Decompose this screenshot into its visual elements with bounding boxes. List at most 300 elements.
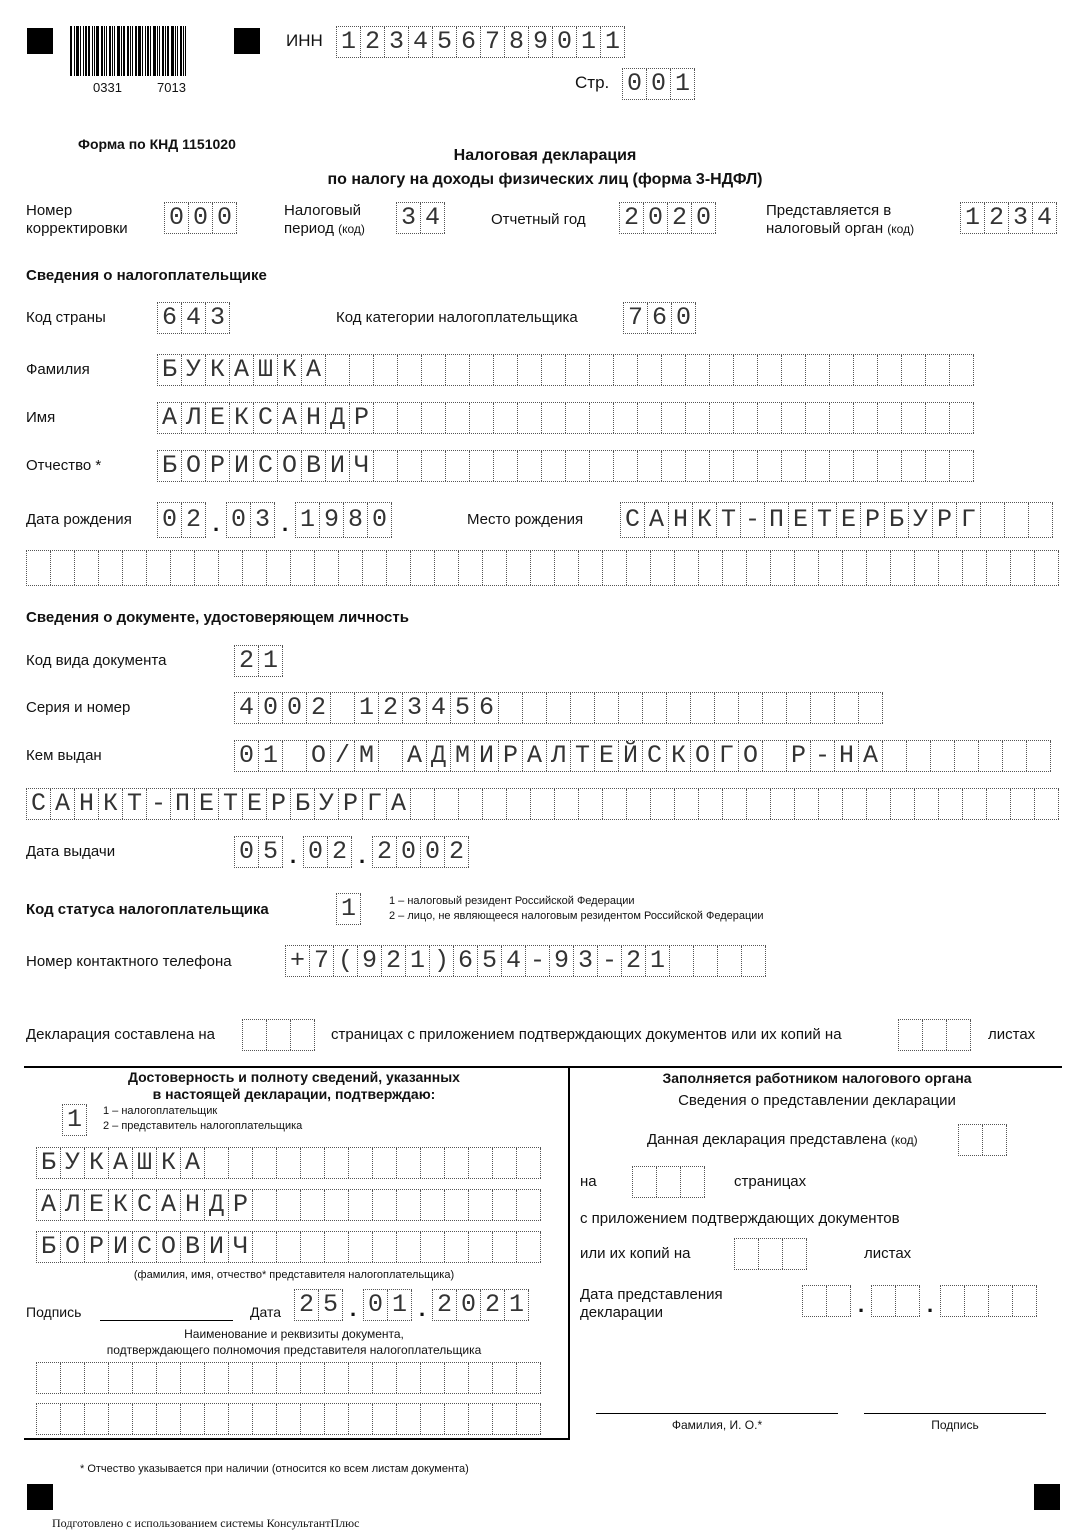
char-cell	[349, 1363, 373, 1393]
char-cell	[469, 1190, 493, 1220]
char-cell	[374, 451, 398, 481]
char-cell: И	[326, 451, 350, 481]
char-cell	[277, 1232, 301, 1262]
char-cell	[349, 1404, 373, 1434]
char-cell	[614, 451, 638, 481]
tax-authority-cells[interactable]	[960, 202, 1057, 234]
char-cell	[747, 551, 771, 585]
inn-cells[interactable]	[336, 26, 625, 58]
char-cell: -	[147, 789, 171, 819]
char-cell	[373, 1363, 397, 1393]
office-sheets-cells[interactable]	[734, 1238, 807, 1270]
char-cell: А	[302, 355, 326, 385]
char-cell: 0	[553, 27, 577, 57]
office-year-cells[interactable]	[940, 1285, 1037, 1317]
char-cell: Р	[787, 741, 811, 771]
char-cell	[638, 451, 662, 481]
char-cell	[253, 1190, 277, 1220]
char-cell: 3	[1009, 203, 1033, 233]
page-number-cells[interactable]	[622, 68, 695, 100]
char-cell	[483, 551, 507, 585]
office-subtitle: Сведения о представлении декларации	[678, 1092, 956, 1109]
char-cell: Н	[835, 741, 859, 771]
representative-patronymic-cells[interactable]	[36, 1231, 541, 1263]
char-cell	[902, 355, 926, 385]
confirm-year-cells[interactable]	[432, 1289, 529, 1321]
char-cell: 1	[505, 1290, 529, 1320]
char-cell	[542, 355, 566, 385]
char-cell: 9	[529, 27, 553, 57]
char-cell	[253, 1148, 277, 1178]
char-cell: Г	[957, 503, 981, 537]
char-cell: 1	[406, 946, 430, 976]
char-cell: 2	[668, 203, 692, 233]
birthplace-continuation-cells[interactable]	[26, 550, 1059, 586]
status-code-cells[interactable]	[336, 893, 361, 925]
char-cell: Ч	[229, 1232, 253, 1262]
phone-cells[interactable]	[285, 945, 766, 977]
document-section-title: Сведения о документе, удостоверяющем личность	[26, 609, 409, 626]
char-cell	[819, 789, 843, 819]
char-cell	[854, 355, 878, 385]
char-cell: Б	[37, 1232, 61, 1262]
status-note-2: 2 – лицо, не являющееся налоговым резидентом Российской Федерации	[389, 910, 764, 922]
char-cell: 1	[355, 693, 379, 723]
char-cell: В	[181, 1232, 205, 1262]
char-cell	[843, 789, 867, 819]
char-cell	[670, 946, 694, 976]
char-cell	[566, 451, 590, 481]
char-cell	[782, 355, 806, 385]
char-cell	[229, 1363, 253, 1393]
char-cell	[147, 551, 171, 585]
char-cell	[939, 551, 963, 585]
office-fio-caption: Фамилия, И. О.*	[671, 1418, 763, 1432]
char-cell	[493, 1232, 517, 1262]
char-cell	[710, 355, 734, 385]
char-cell: Е	[243, 789, 267, 819]
char-cell	[531, 551, 555, 585]
char-cell	[878, 403, 902, 433]
char-cell	[547, 693, 571, 723]
char-cell: 1	[296, 503, 320, 537]
char-cell: Р	[499, 741, 523, 771]
char-cell: 5	[478, 946, 502, 976]
char-cell: 0	[644, 203, 668, 233]
char-cell: С	[133, 1232, 157, 1262]
report-year-cells[interactable]	[619, 202, 716, 234]
barcode-bar	[175, 26, 176, 76]
footer-note: Подготовлено с использованием системы КонсультантПлюс	[52, 1516, 360, 1530]
char-cell	[867, 551, 891, 585]
char-cell	[195, 551, 219, 585]
char-cell	[267, 551, 291, 585]
office-date-label: Дата представления декларации	[580, 1286, 723, 1321]
char-cell	[959, 1125, 983, 1155]
char-cell	[421, 1148, 445, 1178]
char-cell	[566, 355, 590, 385]
char-cell	[811, 693, 835, 723]
issue-month-cells[interactable]	[303, 836, 352, 868]
birth-year-cells[interactable]	[295, 502, 392, 538]
char-cell	[667, 693, 691, 723]
char-cell	[1005, 503, 1029, 537]
char-cell	[686, 355, 710, 385]
barcode-bar	[177, 26, 178, 76]
char-cell	[579, 789, 603, 819]
char-cell	[590, 403, 614, 433]
char-cell	[277, 1190, 301, 1220]
char-cell: О	[182, 451, 206, 481]
issued-by-cells[interactable]	[234, 740, 1051, 772]
char-cell: 0	[421, 837, 445, 867]
char-cell: А	[645, 503, 669, 537]
char-cell	[1027, 741, 1051, 771]
char-cell: О	[739, 741, 763, 771]
country-code-cells[interactable]	[157, 302, 230, 334]
char-cell	[422, 451, 446, 481]
barcode-bar	[94, 26, 95, 76]
char-cell	[758, 355, 782, 385]
char-cell	[902, 403, 926, 433]
authority-doc-cells-2[interactable]	[36, 1403, 541, 1435]
char-cell: 6	[158, 303, 182, 333]
char-cell	[806, 355, 830, 385]
char-cell	[963, 551, 987, 585]
barcode-bar	[167, 26, 169, 76]
char-cell: 3	[397, 203, 421, 233]
char-cell: О	[278, 451, 302, 481]
char-cell	[493, 1404, 517, 1434]
barcode-bar	[80, 26, 81, 76]
char-cell	[1035, 551, 1059, 585]
char-cell: Н	[302, 403, 326, 433]
char-cell: 4	[182, 303, 206, 333]
char-cell	[326, 355, 350, 385]
char-cell: К	[109, 1190, 133, 1220]
char-cell	[517, 1232, 541, 1262]
declaration-pages-cells[interactable]	[242, 1019, 315, 1051]
barcode-bar	[101, 26, 103, 76]
surname-label: Фамилия	[26, 361, 90, 378]
confirm-date-field[interactable]	[294, 1289, 529, 1321]
char-cell: Е	[837, 503, 861, 537]
char-cell: 2	[379, 693, 403, 723]
char-cell: А	[278, 403, 302, 433]
issue-day-cells[interactable]	[234, 836, 283, 868]
birthdate-field[interactable]	[157, 502, 392, 538]
char-cell	[459, 551, 483, 585]
issue-date-field[interactable]	[234, 836, 469, 868]
representative-name-cells[interactable]	[36, 1189, 541, 1221]
presented-code-cells[interactable]	[958, 1124, 1007, 1156]
confirm-option-2: 2 – представитель налогоплательщика	[103, 1120, 303, 1132]
char-cell	[243, 1020, 267, 1050]
char-cell	[926, 403, 950, 433]
authority-doc-cells-1[interactable]	[36, 1362, 541, 1394]
char-cell: Р	[339, 789, 363, 819]
signature-line[interactable]	[100, 1320, 233, 1321]
char-cell	[843, 551, 867, 585]
char-cell	[397, 1404, 421, 1434]
issue-date-label: Дата выдачи	[26, 843, 116, 860]
char-cell: О	[691, 741, 715, 771]
char-cell	[411, 789, 435, 819]
char-cell: 2	[620, 203, 644, 233]
office-signature-line[interactable]	[864, 1413, 1046, 1414]
char-cell	[619, 693, 643, 723]
office-day-cells[interactable]	[802, 1285, 851, 1317]
char-cell	[51, 551, 75, 585]
char-cell	[37, 1404, 61, 1434]
char-cell	[494, 451, 518, 481]
char-cell	[374, 355, 398, 385]
office-pages-label: страницах	[734, 1173, 807, 1190]
office-month-cells[interactable]	[871, 1285, 920, 1317]
char-cell: 5	[451, 693, 475, 723]
char-cell: Е	[195, 789, 219, 819]
first-name-cells[interactable]	[157, 402, 974, 434]
char-cell	[758, 451, 782, 481]
char-cell: Й	[619, 741, 643, 771]
barcode	[70, 26, 188, 76]
barcode-bar	[96, 26, 99, 76]
tax-period-cells[interactable]	[396, 202, 445, 234]
char-cell	[830, 403, 854, 433]
char-cell	[827, 1286, 851, 1316]
char-cell	[627, 789, 651, 819]
confirm-type-cells[interactable]	[62, 1104, 87, 1136]
char-cell	[979, 741, 1003, 771]
date-separator: .	[212, 511, 220, 536]
issue-year-cells[interactable]	[372, 836, 469, 868]
birth-month-cells[interactable]	[226, 502, 275, 538]
char-cell	[435, 789, 459, 819]
confirm-option-1: 1 – налогоплательщик	[103, 1105, 218, 1117]
char-cell: А	[158, 403, 182, 433]
char-cell	[387, 551, 411, 585]
date-label: Дата	[250, 1304, 282, 1320]
char-cell	[955, 741, 979, 771]
category-code-label: Код категории налогоплательщика	[336, 309, 578, 326]
char-cell	[421, 1190, 445, 1220]
char-cell: +	[286, 946, 310, 976]
char-cell	[1011, 551, 1035, 585]
char-cell: Б	[37, 1148, 61, 1178]
char-cell	[470, 451, 494, 481]
footnote: * Отчество указывается при наличии (относится ко всем листам документа)	[80, 1463, 469, 1475]
surname-cells[interactable]	[157, 354, 974, 386]
barcode-bar	[132, 26, 133, 76]
char-cell	[1035, 789, 1059, 819]
char-cell	[950, 451, 974, 481]
char-cell: Е	[789, 503, 813, 537]
confirm-day-cells[interactable]	[294, 1289, 343, 1321]
char-cell	[1003, 741, 1027, 771]
char-cell	[926, 355, 950, 385]
char-cell	[301, 1190, 325, 1220]
char-cell: И	[230, 451, 254, 481]
attachments-label: страницах с приложением подтверждающих документов или их копий на	[331, 1026, 842, 1043]
char-cell: И	[109, 1232, 133, 1262]
patronymic-cells[interactable]	[157, 450, 974, 482]
char-cell: 8	[505, 27, 529, 57]
char-cell	[229, 1148, 253, 1178]
char-cell	[205, 1363, 229, 1393]
char-cell: О	[61, 1232, 85, 1262]
char-cell: А	[523, 741, 547, 771]
barcode-left-number: 0331	[93, 80, 122, 95]
char-cell	[523, 693, 547, 723]
char-cell	[806, 451, 830, 481]
char-cell: 6	[454, 946, 478, 976]
char-cell	[301, 1363, 325, 1393]
char-cell	[411, 551, 435, 585]
char-cell	[205, 1404, 229, 1434]
char-cell: Р	[206, 451, 230, 481]
char-cell: (	[334, 946, 358, 976]
char-cell	[1029, 503, 1053, 537]
char-cell	[891, 789, 915, 819]
char-cell: 2	[182, 503, 206, 537]
char-cell	[638, 403, 662, 433]
char-cell	[763, 693, 787, 723]
char-cell	[963, 789, 987, 819]
category-code-cells[interactable]	[623, 302, 696, 334]
char-cell: А	[387, 789, 411, 819]
char-cell: -	[741, 503, 765, 537]
char-cell	[499, 693, 523, 723]
char-cell: 9	[550, 946, 574, 976]
document-kind-cells[interactable]	[234, 645, 283, 677]
char-cell	[518, 403, 542, 433]
barcode-bar	[112, 26, 113, 76]
char-cell	[830, 451, 854, 481]
char-cell: 0	[227, 503, 251, 537]
char-cell	[435, 551, 459, 585]
char-cell	[872, 1286, 896, 1316]
char-cell	[734, 355, 758, 385]
char-cell: 6	[457, 27, 481, 57]
char-cell	[397, 1232, 421, 1262]
char-cell	[446, 403, 470, 433]
char-cell	[590, 451, 614, 481]
char-cell: А	[109, 1148, 133, 1178]
char-cell: Р	[267, 789, 291, 819]
char-cell	[229, 1404, 253, 1434]
attachment-sheets-cells[interactable]	[898, 1019, 971, 1051]
char-cell	[555, 789, 579, 819]
char-cell: И	[205, 1232, 229, 1262]
char-cell	[896, 1286, 920, 1316]
char-cell	[795, 789, 819, 819]
char-cell: 0	[165, 203, 189, 233]
char-cell: У	[182, 355, 206, 385]
char-cell: Р	[350, 403, 374, 433]
char-cell	[494, 403, 518, 433]
char-cell	[517, 1148, 541, 1178]
char-cell	[867, 789, 891, 819]
char-cell: Т	[123, 789, 147, 819]
char-cell	[421, 1363, 445, 1393]
char-cell	[819, 551, 843, 585]
char-cell: М	[451, 741, 475, 771]
char-cell	[171, 551, 195, 585]
barcode-bar	[150, 26, 151, 76]
signature-label: Подпись	[26, 1304, 82, 1320]
char-cell	[422, 403, 446, 433]
char-cell	[109, 1363, 133, 1393]
status-label: Код статуса налогоплательщика	[26, 901, 269, 918]
char-cell	[950, 403, 974, 433]
authority-doc-title-1: Наименование и реквизиты документа,	[184, 1327, 404, 1341]
issued-by-continuation-cells[interactable]	[26, 788, 1059, 820]
confirm-month-cells[interactable]	[363, 1289, 412, 1321]
office-pages-cells[interactable]	[632, 1166, 705, 1198]
char-cell: 4	[427, 693, 451, 723]
char-cell: К	[278, 355, 302, 385]
char-cell: Р	[861, 503, 885, 537]
char-cell	[291, 1020, 315, 1050]
char-cell	[445, 1148, 469, 1178]
barcode-bar	[114, 26, 115, 76]
correction-number-cells[interactable]	[164, 202, 237, 234]
char-cell	[517, 1190, 541, 1220]
char-cell: 3	[574, 946, 598, 976]
char-cell	[763, 741, 787, 771]
char-cell	[397, 1190, 421, 1220]
char-cell: Т	[813, 503, 837, 537]
char-cell: Р	[229, 1190, 253, 1220]
char-cell: 0	[692, 203, 716, 233]
office-date-field[interactable]	[802, 1285, 1037, 1317]
char-cell	[325, 1404, 349, 1434]
char-cell: А	[181, 1148, 205, 1178]
char-cell	[507, 551, 531, 585]
barcode-bar	[88, 26, 90, 76]
presented-label: Данная декларация представлена (код)	[647, 1131, 918, 1148]
office-fio-line[interactable]	[596, 1413, 838, 1414]
char-cell	[133, 1404, 157, 1434]
series-number-cells[interactable]	[234, 692, 883, 724]
char-cell: Б	[158, 355, 182, 385]
char-cell: К	[693, 503, 717, 537]
char-cell: 2	[235, 646, 259, 676]
char-cell: А	[230, 355, 254, 385]
char-cell: Г	[715, 741, 739, 771]
char-cell	[469, 1404, 493, 1434]
char-cell	[759, 1239, 783, 1269]
char-cell	[253, 1363, 277, 1393]
authority-doc-title-2: подтверждающего полномочия представителя налогоплательщика	[106, 1343, 482, 1357]
char-cell: Ш	[133, 1148, 157, 1178]
char-cell	[747, 789, 771, 819]
char-cell	[325, 1232, 349, 1262]
char-cell: 1	[337, 894, 361, 924]
char-cell	[398, 451, 422, 481]
representative-surname-cells[interactable]	[36, 1147, 541, 1179]
birthplace-cells[interactable]	[620, 502, 1053, 538]
char-cell: М	[355, 741, 379, 771]
char-cell: 8	[344, 503, 368, 537]
char-cell	[37, 1363, 61, 1393]
char-cell	[445, 1232, 469, 1262]
barcode-bar	[104, 26, 105, 76]
char-cell	[643, 693, 667, 723]
char-cell: 4	[421, 203, 445, 233]
birth-day-cells[interactable]	[157, 502, 206, 538]
char-cell	[542, 403, 566, 433]
